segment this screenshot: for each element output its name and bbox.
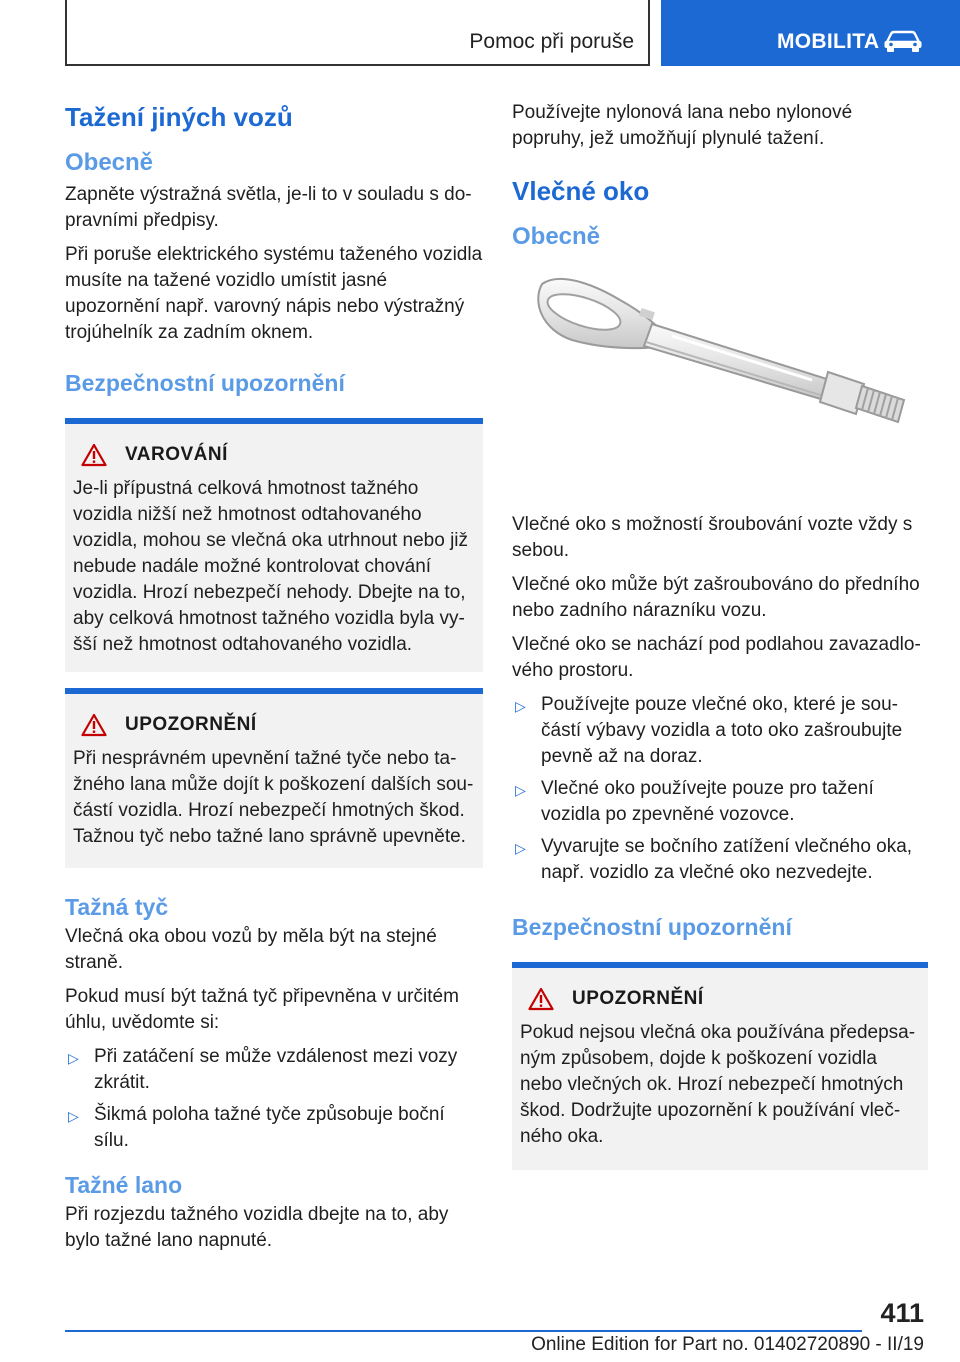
bullet-triangle-icon: ▷ [515, 840, 526, 856]
towing-eye-image [512, 252, 928, 502]
heading-safety: Bezpečnostní upozornění [512, 914, 792, 940]
list-item [512, 692, 928, 770]
section-title-towing-other: Tažení jiných vozů [65, 102, 293, 132]
warning-triangle-icon [81, 713, 107, 737]
warning-triangle-icon [528, 987, 554, 1011]
footer-edition: Online Edition for Part no. 01402720890 - II/19 [531, 1334, 924, 1355]
list-item [65, 1102, 483, 1154]
heading-general: Obecně [65, 149, 154, 176]
list-item-text: Používejte pouze vlečné oko, které je sou-částí výbavy vozidla a toto oko zašroubujte pevně až na doraz. [541, 694, 903, 767]
paragraph: Při poruše elektrického systému taženého vozidla musíte na tažené vozidlo umístit jasné upozornění např. varovný nápis nebo výstražný trojúhelník za zadním oknem. [65, 244, 483, 343]
heading-towbar: Tažná tyč [65, 894, 169, 920]
heading-tow-rope: Tažné lano [65, 1172, 183, 1198]
paragraph: Vlečné oko se nachází pod podlahou zavazadlo-vého prostoru. [512, 634, 921, 681]
paragraph: Vlečná oka obou vozů by měla být na stejné straně. [65, 926, 437, 973]
header-chapter-label: MOBILITA [777, 30, 880, 53]
bullet-triangle-icon: ▷ [68, 1108, 79, 1124]
left-column [65, 100, 483, 1254]
list-item [65, 1044, 483, 1096]
header-divider-left [65, 0, 67, 66]
paragraph: Vlečné oko může být zašroubováno do předního nebo zadního nárazníku vozu. [512, 574, 920, 621]
list-item-text: Vyvarujte se bočního zatížení vlečného oka, např. vozidlo za vlečné oko nezvedejte. [541, 836, 913, 883]
paragraph: Zapněte výstražná světla, je-li to v souladu s do-pravními předpisy. [65, 184, 472, 231]
notice-label: UPOZORNĚNÍ [572, 988, 704, 1009]
header-divider-bottom [65, 64, 650, 66]
warning-triangle-icon [81, 443, 107, 467]
list-item-text: Při zatáčení se může vzdálenost mezi vozy zkrátit. [94, 1046, 458, 1093]
header-section-title: Pomoc při poruše [469, 30, 634, 53]
warning-box [65, 418, 483, 672]
page-number: 411 [880, 1298, 924, 1328]
section-title-towing-eye: Vlečné oko [512, 176, 650, 206]
bullet-triangle-icon: ▷ [68, 1050, 79, 1066]
notice-title [520, 986, 920, 1012]
list-item [512, 834, 928, 886]
notice-text: Pokud nejsou vlečná oka používána předepsa-ným způsobem, dojde k poškození vozidla nebo vlečných ok. Hrozí nebezpečí hmotných škod. Dodržujte upozornění k používání vleč-ného oka. [520, 1022, 916, 1147]
bullet-triangle-icon: ▷ [515, 698, 526, 714]
header-chapter-tab[interactable] [661, 0, 960, 66]
right-column [512, 100, 928, 1170]
list-item-text: Šikmá poloha tažné tyče způsobuje boční sílu. [94, 1104, 445, 1151]
heading-safety: Bezpečnostní upozornění [65, 370, 345, 396]
paragraph: Při rozjezdu tažného vozidla dbejte na to, aby bylo tažné lano napnuté. [65, 1204, 449, 1251]
car-icon [883, 30, 923, 52]
paragraph: Pokud musí být tažná tyč připevněna v určitém úhlu, uvědomte si: [65, 986, 459, 1033]
bullet-triangle-icon: ▷ [515, 782, 526, 798]
notice-text: Při nesprávném upevnění tažné tyče nebo ta-žného lana může dojít k poškození dalších sou-částí vozidla. Hrozí nebezpečí hmotných škod. Tažnou tyč nebo tažné lano správně upevněte. [73, 748, 474, 847]
notice-title [73, 712, 475, 738]
notice-box [512, 962, 928, 1170]
list-item [512, 776, 928, 828]
warning-text: Je-li přípustná celková hmotnost tažného vozidla nižší než hmotnost odtahovaného vozidla, mohou se vlečná oka utrhnout nebo již nebude nadále možné kontrolovat chování vozidla. Hrozí nebezpečí nehody. Dbejte na to, aby celková hmotnost tažného vozidla byla vy-šší než hmotnost odtahovaného vozidla. [73, 478, 469, 655]
paragraph: Vlečné oko s možností šroubování vozte vždy s sebou. [512, 514, 913, 561]
header-divider-mid [648, 0, 650, 66]
footer-divider [65, 1330, 862, 1332]
page-header [0, 0, 960, 66]
heading-general: Obecně [512, 223, 601, 250]
notice-label: UPOZORNĚNÍ [125, 714, 257, 735]
warning-label: VAROVÁNÍ [125, 444, 228, 465]
list-item-text: Vlečné oko používejte pouze pro tažení vozidla po zpevněné vozovce. [541, 778, 874, 825]
paragraph: Používejte nylonová lana nebo nylonové popruhy, jež umožňují plynulé tažení. [512, 102, 853, 149]
warning-title [73, 442, 475, 468]
notice-box [65, 688, 483, 868]
